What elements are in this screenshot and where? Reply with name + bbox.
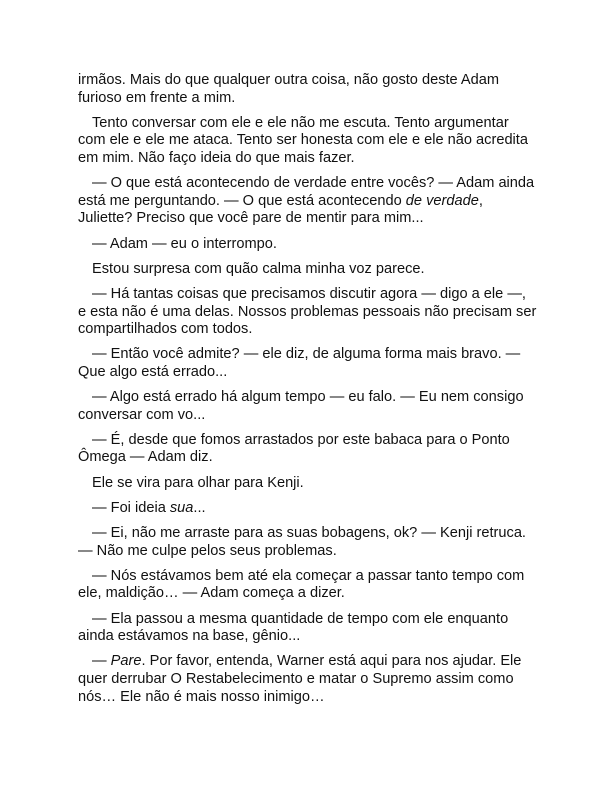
paragraph-text: — Ei, não me arraste para as suas bobagens, ok? — Kenji retruca. — Não me culpe pelos seus problemas. (78, 525, 526, 559)
dialogue-paragraph (78, 389, 538, 424)
paragraph-text: — Algo está errado há algum tempo — eu falo. — Eu nem consigo conversar com vo... (78, 389, 524, 423)
dialogue-paragraph (78, 525, 538, 560)
paragraph-text: — O que está acontecendo de verdade entre vocês? — Adam ainda está me perguntando. — O que está acontecendo (78, 175, 535, 209)
emphasis-text: sua (169, 499, 194, 516)
paragraph-text: Estou surpresa com quão calma minha voz parece. (92, 260, 425, 277)
paragraph-text: . Por favor, entenda, Warner está aqui para nos ajudar. Ele quer derrubar O Restabelecimento e matar o Supremo assim como nós… Ele não é mais nosso inimigo… (78, 653, 522, 705)
paragraph-text: — Há tantas coisas que precisamos discutir agora — digo a ele —, e esta não é uma delas. Nossos problemas pessoais não precisam ser compartilhados com todos. (78, 285, 537, 338)
emphasis-text: Pare (110, 653, 142, 670)
dialogue-paragraph (78, 286, 538, 339)
dialogue-paragraph (78, 236, 538, 254)
book-page (78, 72, 538, 714)
dialogue-paragraph (78, 653, 538, 706)
paragraph-text: — É, desde que fomos arrastados por este babaca para o Ponto Ômega — Adam diz. (78, 431, 510, 466)
paragraph-text: irmãos. Mais do que qualquer outra coisa, não gosto deste Adam furioso em frente a mim. (78, 72, 500, 106)
paragraph-text: , Juliette? Preciso que você pare de mentir para mim... (78, 192, 483, 227)
dialogue-paragraph (78, 175, 538, 228)
dialogue-paragraph (78, 568, 538, 603)
dialogue-paragraph (78, 346, 538, 381)
paragraph-text: Ele se vira para olhar para Kenji. (92, 474, 304, 491)
emphasis-text: de verdade (405, 192, 479, 209)
paragraph (78, 261, 538, 279)
paragraph-text: — Ela passou a mesma quantidade de tempo com ele enquanto ainda estávamos na base, gênio... (78, 610, 509, 645)
paragraph (78, 475, 538, 493)
dialogue-paragraph (78, 432, 538, 467)
paragraph-text: — Adam — eu o interrompo. (92, 235, 277, 252)
paragraph (78, 115, 538, 168)
dialogue-paragraph (78, 500, 538, 518)
paragraph-text: — Foi ideia (92, 499, 170, 516)
paragraph-text: — Então você admite? — ele diz, de alguma forma mais bravo. — Que algo está errado... (78, 346, 521, 380)
paragraph-text: ... (193, 499, 206, 516)
dialogue-paragraph (78, 611, 538, 646)
paragraph-continuation (78, 72, 538, 107)
paragraph-text: — Nós estávamos bem até ela começar a passar tanto tempo com ele, maldição… — Adam começa a dizer. (78, 567, 525, 602)
paragraph-text: Tento conversar com ele e ele não me escuta. Tento argumentar com ele e ele me ataca. Tento ser honesta com ele e ele não acredita em mim. Não faço ideia do que mais fazer. (78, 114, 528, 166)
paragraph-text: — (92, 653, 111, 670)
